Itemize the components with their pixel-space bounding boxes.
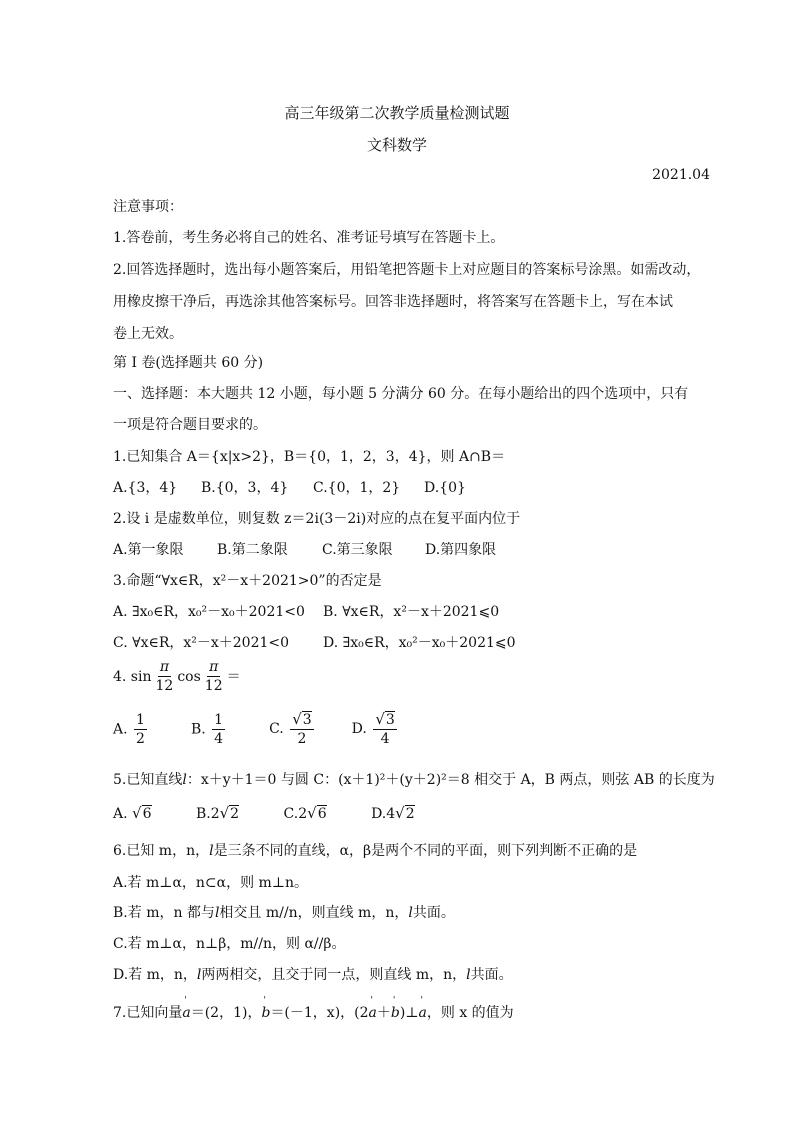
question-3-option-a: A. ∃x₀∈R，x₀²－x₀＋2021<0 (113, 604, 305, 620)
numerator (373, 712, 396, 730)
option-text: 两两相交，且交于同一点，则直线 m，n， (201, 967, 467, 983)
question-6-stem (113, 844, 637, 858)
question-4-option-d (352, 712, 399, 746)
question-5-option-c (284, 806, 327, 821)
cos-label: cos (177, 668, 201, 685)
line-symbol: l (209, 843, 214, 859)
vector-b: ' b (391, 1006, 400, 1020)
question-6-option-c: C.若 m⊥α，n⊥β，m//n，则 α//β。 (113, 936, 346, 952)
question-5-option-a (113, 806, 152, 821)
option-text: 相交且 m//n，则直线 m，n， (219, 905, 409, 921)
option-label: A. (113, 721, 128, 737)
vector-a: ' a (419, 1006, 427, 1020)
stem-part: ＝(2，1)， (190, 1005, 262, 1021)
fraction (290, 712, 313, 746)
pi-over-12-fraction (203, 660, 225, 693)
radicand: 6 (142, 806, 152, 822)
radicand: 2 (230, 806, 240, 822)
line-symbol: l (466, 967, 471, 983)
exam-date: 2021.04 (652, 167, 710, 183)
question-3-option-b: B. ∀x∈R，x²－x＋2021⩽0 (323, 604, 500, 620)
option-text: D.若 m，n， (113, 967, 197, 983)
question-4-option-a (113, 713, 149, 746)
denominator: 2 (136, 730, 145, 747)
question-4-options (113, 712, 399, 746)
line-symbol: l (408, 905, 413, 921)
line-symbol: l (182, 772, 187, 788)
numerator (290, 712, 313, 730)
stem-part: 7.已知向量 (113, 1005, 183, 1021)
question-4-prefix: 4. sin (113, 668, 152, 685)
sqrt-sign: √ (292, 710, 302, 728)
denominator: 12 (204, 678, 223, 694)
question-6-option-d (113, 968, 513, 982)
section-instructions-line-1: 一、选择题：本大题共 12 小题，每小题 5 分满分 60 分。在每小题给出的四个选项中，只有 (113, 386, 689, 402)
denominator: 4 (214, 730, 224, 747)
pi-symbol: π (209, 659, 219, 675)
option-text: B.若 m，n 都与 (113, 905, 215, 921)
stem-part: 5.已知直线 (113, 772, 183, 788)
vector-b: ' b (261, 1006, 270, 1020)
option-label: D.4 (371, 806, 396, 822)
question-3-option-c: C. ∀x∈R，x²－x＋2021<0 (113, 635, 290, 651)
notice-item-2-line-1: 2.回答选择题时，选出每小题答案后，用铅笔把答题卡上对应题目的答案标号涂黑。如需改动， (113, 262, 701, 278)
question-3-stem: 3.命题“∀x∈R，x²－x＋2021>0”的否定是 (113, 573, 382, 589)
question-5-option-b (196, 806, 239, 821)
pi-over-12-fraction (154, 660, 176, 693)
question-1-option-a: A.{3，4} (113, 480, 178, 496)
sqrt-sign: √ (132, 804, 142, 822)
part-1-title: 第 I 卷(选择题共 60 分) (113, 355, 264, 371)
question-2-option-b: B.第二象限 (217, 542, 288, 558)
stem-part: 是三条不同的直线，α，β是两个不同的平面，则下列判断不正确的是 (213, 843, 638, 859)
question-1-option-b: B.{0，3，4} (201, 480, 289, 496)
notice-heading: 注意事项： (113, 199, 183, 215)
denominator: 4 (380, 731, 390, 747)
radicand: 3 (302, 712, 312, 728)
question-2-option-c: C.第三象限 (322, 542, 393, 558)
question-1-stem: 1.已知集合 A＝{x|x>2}，B＝{0，1，2，3，4}，则 A∩B＝ (113, 449, 506, 465)
section-instructions-line-2: 一项是符合题目要求的。 (113, 417, 267, 433)
radicand: 6 (317, 806, 327, 822)
question-2-option-a: A.第一象限 (113, 542, 184, 558)
denominator: 2 (297, 731, 307, 747)
question-1-option-c: C.{0，1，2} (313, 480, 401, 496)
question-3-option-d: D. ∃x₀∈R，x₀²－x₀＋2021⩽0 (323, 635, 516, 651)
line-symbol: l (196, 967, 202, 983)
notice-item-1: 1.答卷前，考生务必将自己的姓名、准考证号填写在答题卡上。 (113, 230, 505, 246)
subject-title: 文科数学 (366, 136, 427, 154)
question-4-option-c (269, 712, 316, 746)
question-6-option-b (113, 906, 455, 920)
question-6-option-a: A.若 m⊥α，n⊂α，则 m⊥n。 (113, 875, 309, 891)
stem-part: ＝(－1，x)，(2 (270, 1005, 369, 1021)
question-2-option-d: D.第四象限 (425, 542, 497, 558)
sqrt-sign: √ (307, 804, 317, 822)
denominator: 12 (155, 678, 174, 694)
fraction (134, 713, 147, 746)
sqrt-sign: √ (375, 710, 385, 728)
option-label: C.2 (283, 806, 308, 822)
option-label: A. (113, 806, 128, 822)
option-label: B.2 (195, 806, 220, 822)
numerator: 1 (214, 711, 224, 728)
stem-part: 6.已知 m，n， (113, 843, 210, 859)
option-label: C. (269, 721, 284, 737)
page-title: 高三年级第二次教学质量检测试题 (284, 104, 510, 122)
fraction (212, 713, 225, 746)
question-5-option-d (371, 806, 415, 821)
radicand: 3 (385, 712, 395, 728)
option-label: B. (190, 721, 206, 737)
vector-a: ' a (369, 1006, 377, 1020)
numerator: 1 (136, 711, 145, 728)
line-symbol: l (214, 905, 220, 921)
question-7-stem (113, 1006, 514, 1020)
vector-a: ' a (182, 1006, 190, 1020)
plus-sign: ＋ (376, 1005, 391, 1021)
question-5-options (113, 806, 415, 821)
equals-sign: ＝ (226, 668, 241, 685)
fraction (373, 712, 396, 746)
stem-part: ：x＋y＋1＝0 与圆 C：(x＋1)²＋(y＋2)²＝8 相交于 A，B 两点，则弦 AB 的长度为 (186, 772, 715, 788)
notice-item-2-line-2: 用橡皮擦干净后，再选涂其他答案标号。回答非选择题时，将答案写在答题卡上，写在本试 (113, 294, 673, 310)
question-4-stem (113, 660, 241, 693)
question-2-stem: 2.设 i 是虚数单位，则复数 z＝2i(3－2i)对应的点在复平面内位于 (113, 511, 521, 527)
sqrt-sign: √ (395, 804, 405, 822)
question-4-option-b (191, 713, 227, 746)
option-text: 共面。 (470, 967, 513, 983)
radicand: 2 (405, 806, 415, 822)
notice-item-2-line-3: 卷上无效。 (113, 326, 183, 342)
sqrt-sign: √ (219, 804, 230, 822)
option-text: 共面。 (412, 905, 455, 921)
question-5-stem (113, 773, 715, 787)
option-label: D. (351, 721, 367, 737)
stem-part: )⊥ (399, 1005, 419, 1021)
question-1-option-d: D.{0} (424, 480, 466, 496)
stem-part: ，则 x 的值为 (426, 1005, 514, 1021)
pi-symbol: π (159, 659, 170, 675)
